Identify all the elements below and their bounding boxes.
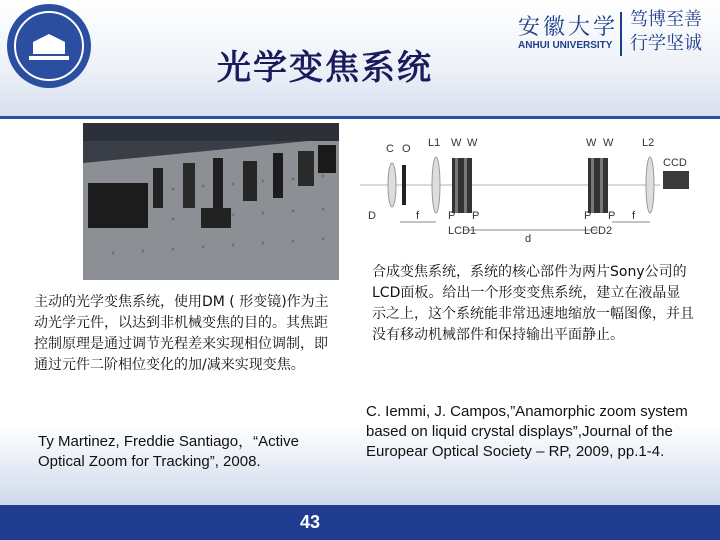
diagram-label-p2: P (472, 210, 480, 222)
lens-l2 (646, 157, 654, 213)
diagram-label-l2: L2 (642, 137, 655, 149)
diagram-label-distance: d (525, 233, 532, 245)
university-name-cn: 安徽大学 (518, 15, 619, 40)
university-name-en: ANHUI UNIVERSITY (518, 40, 613, 51)
diagram-label-w2: W (467, 137, 478, 149)
slide-title: 光学变焦系统 (217, 48, 433, 88)
diagram-label-f2: f (632, 210, 636, 222)
header-divider-line (0, 116, 720, 119)
lens-l1 (432, 157, 440, 213)
diagram-label-p4: P (608, 210, 616, 222)
lcd-zoom-description: 合成变焦系统，系统的核心部件为两片Sony公司的LCD面板。给出一个形变变焦系统，建立在液晶显示之上，这个系统能非常迅速地缩放一幅图像，并且没有移动机械部件和保持输出平面静止。 (372, 264, 694, 343)
footer-bar (0, 505, 720, 540)
diagram-label-w1: W (451, 137, 462, 149)
diagram-label-c: C (386, 143, 394, 155)
university-seal-logo (7, 4, 91, 88)
lens-c (388, 163, 396, 207)
diagram-label-l1: L1 (428, 137, 441, 149)
diagram-label-lcd1: LCD1 (448, 225, 477, 237)
diagram-label-p1: P (448, 210, 456, 222)
diagram-label-f1: f (416, 210, 420, 222)
citation-martinez: Ty Martinez, Freddie Santiago，“Active Optical Zoom for Tracking”, 2008. (38, 433, 299, 470)
ccd-sensor (663, 171, 689, 189)
diagram-label-w3: W (586, 137, 597, 149)
optical-bench-photo (83, 123, 339, 280)
diagram-label-ccd: CCD (663, 157, 687, 169)
motto-line-2: 行学坚诚 (630, 33, 702, 54)
page-number: 43 (299, 512, 321, 532)
optical-zoom-diagram (360, 130, 700, 250)
logo-divider (620, 12, 622, 56)
seal-base (29, 56, 69, 60)
motto-line-1: 笃博至善 (630, 9, 702, 30)
diagram-label-d: D (368, 210, 376, 222)
dm-zoom-description: 主动的光学变焦系统，使用DM ( 形变镜)作为主动光学元件，以达到非机械变焦的目的。其焦距控制原理是通过调节光程差来实现相位调制，即通过元件二阶相位变化的加/减来实现变焦。 (34, 294, 329, 373)
citation-iemmi: C. Iemmi, J. Campos,”Anamorphic zoom system based on liquid crystal displays”,Journal of the Europear Optical Society – RP, 2009, pp.1-4. (366, 403, 688, 460)
diagram-label-p3: P (584, 210, 592, 222)
diagram-label-o: O (402, 143, 411, 155)
element-o (402, 165, 406, 205)
diagram-label-w4: W (603, 137, 614, 149)
university-motto (630, 8, 716, 60)
diagram-label-lcd2: LCD2 (584, 225, 613, 237)
